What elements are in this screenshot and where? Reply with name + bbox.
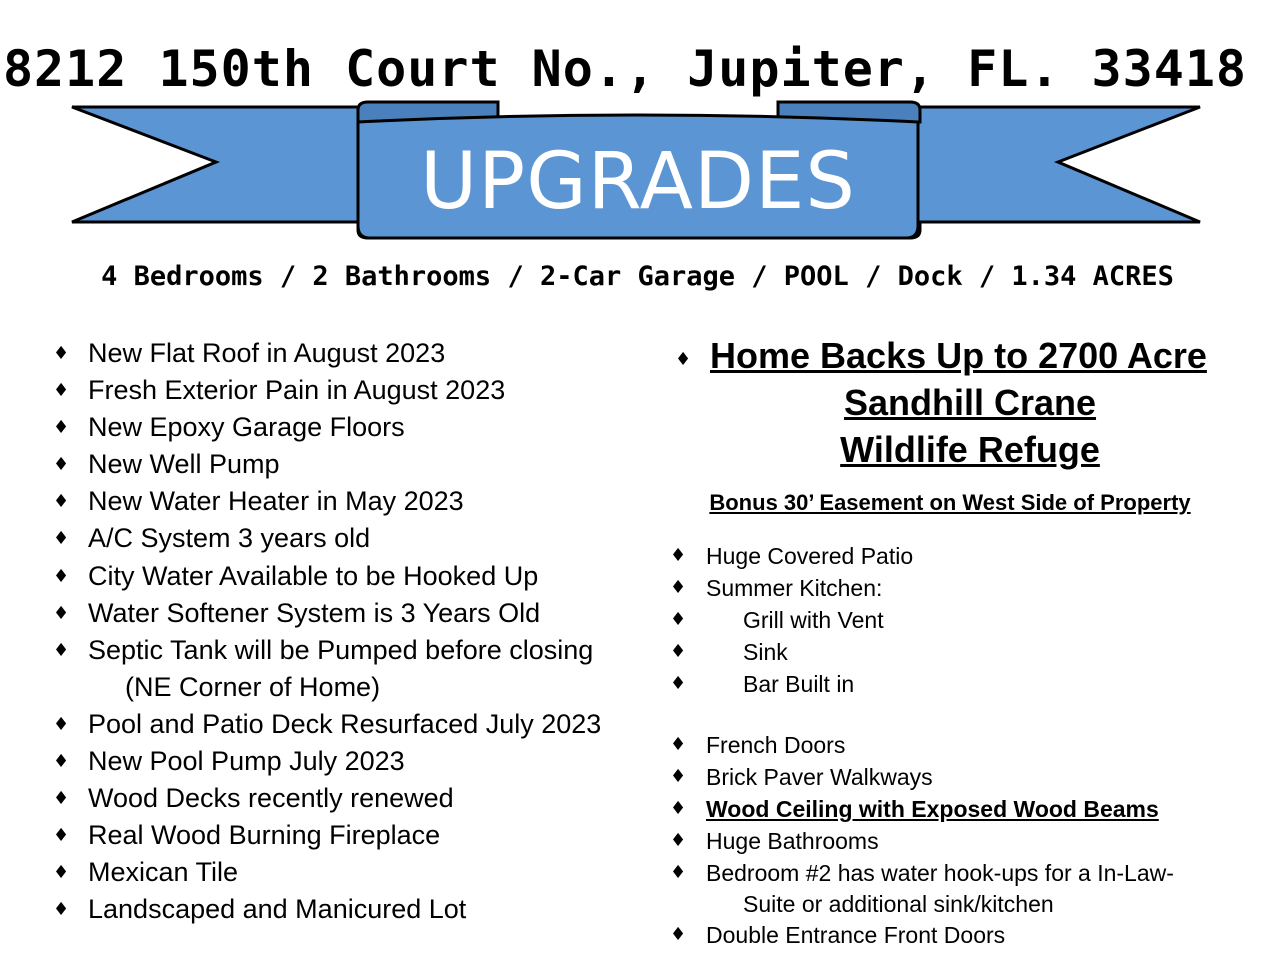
diamond-bullet-icon: ♦ (670, 577, 687, 598)
diamond-bullet-icon: ♦ (670, 673, 687, 694)
refuge-line-2: Sandhill Crane (843, 382, 1097, 423)
list-item: ♦ Huge Bathrooms (670, 825, 1260, 857)
diamond-bullet-icon: ♦ (53, 788, 70, 810)
list-item: ♦ A/C System 3 years old (50, 520, 650, 557)
diamond-bullet-icon: ♦ (53, 639, 70, 661)
refuge-line-3: Wildlife Refuge (840, 429, 1100, 470)
diamond-bullet-icon: ♦ (53, 491, 70, 513)
diamond-bullet-icon: ♦ (670, 545, 687, 566)
diamond-bullet-icon: ♦ (53, 565, 70, 587)
diamond-bullet-icon: ♦ (670, 862, 687, 883)
list-item: ♦ Fresh Exterior Pain in August 2023 (50, 372, 650, 409)
diamond-bullet-icon: ♦ (53, 380, 70, 402)
list-item: ♦ Wood Decks recently renewed (50, 780, 650, 817)
list-item: ♦ Pool and Patio Deck Resurfaced July 2023 (50, 706, 650, 743)
diamond-bullet-icon: ♦ (53, 825, 70, 847)
list-item: ♦ Septic Tank will be Pumped before closing (NE Corner of Home) (50, 632, 650, 706)
list-item: ♦ French Doors (670, 729, 1260, 761)
diamond-bullet-icon: ♦ (53, 899, 70, 921)
list-item: ♦ New Water Heater in May 2023 (50, 483, 650, 520)
list-item: ♦ Double Entrance Front Doors (670, 919, 1260, 951)
diamond-bullet-icon: ♦ (670, 766, 687, 787)
property-summary: 4 Bedrooms / 2 Bathrooms / 2-Car Garage / POOL / Dock / 1.34 ACRES (101, 261, 1174, 292)
diamond-bullet-icon: ♦ (53, 454, 70, 476)
easement-note: Bonus 30’ Easement on West Side of Property (709, 490, 1191, 515)
diamond-bullet-icon: ♦ (670, 798, 687, 819)
list-item: ♦ City Water Available to be Hooked Up (50, 558, 650, 595)
list-item: ♦ Brick Paver Walkways (670, 761, 1260, 793)
list-item: ♦ New Flat Roof in August 2023 (50, 335, 650, 372)
upgrades-title: UPGRADES (420, 137, 856, 227)
wildlife-refuge-highlight (660, 332, 1275, 473)
list-item: ♦ Real Wood Burning Fireplace (50, 817, 650, 854)
list-item: ♦ New Well Pump (50, 446, 650, 483)
diamond-bullet-icon: ♦ (670, 609, 687, 630)
list-item: ♦ Bedroom #2 has water hook-ups for a In-Law- Suite or additional sink/kitchen (670, 857, 1260, 919)
diamond-bullet-icon: ♦ (53, 528, 70, 550)
list-item: ♦ Mexican Tile (50, 854, 650, 891)
list-item: ♦ Landscaped and Manicured Lot (50, 891, 650, 928)
list-item: ♦ Water Softener System is 3 Years Old (50, 595, 650, 632)
property-address: 8212 150th Court No., Jupiter, FL. 33418 (2, 40, 1248, 98)
list-item-continuation: Suite or additional sink/kitchen (743, 891, 1054, 917)
diamond-bullet-icon: ♦ (670, 830, 687, 851)
upgrades-list (50, 335, 650, 929)
diamond-bullet-icon: ♦ (53, 343, 70, 364)
list-item: ♦ Sink (670, 636, 1260, 668)
list-item: ♦ Summer Kitchen: (670, 572, 1260, 604)
diamond-bullet-icon: ♦ (670, 734, 687, 755)
diamond-bullet-icon: ♦ (53, 862, 70, 884)
diamond-bullet-icon: ♦ (53, 751, 70, 773)
diamond-bullet-icon: ♦ (675, 349, 692, 370)
features-list (670, 540, 1260, 951)
list-item: ♦ Bar Built in (670, 668, 1260, 700)
list-item: ♦ Huge Covered Patio (670, 540, 1260, 572)
list-item: ♦ Wood Ceiling with Exposed Wood Beams (670, 793, 1260, 825)
diamond-bullet-icon: ♦ (53, 713, 70, 735)
diamond-bullet-icon: ♦ (53, 602, 70, 624)
refuge-line-1: Home Backs Up to 2700 Acre (710, 335, 1207, 376)
list-item-continuation: (NE Corner of Home) (125, 671, 381, 702)
list-item: ♦ Grill with Vent (670, 604, 1260, 636)
list-item: ♦ New Epoxy Garage Floors (50, 409, 650, 446)
diamond-bullet-icon: ♦ (670, 924, 687, 945)
diamond-bullet-icon: ♦ (670, 641, 687, 662)
list-item: ♦ New Pool Pump July 2023 (50, 743, 650, 780)
diamond-bullet-icon: ♦ (53, 417, 70, 439)
